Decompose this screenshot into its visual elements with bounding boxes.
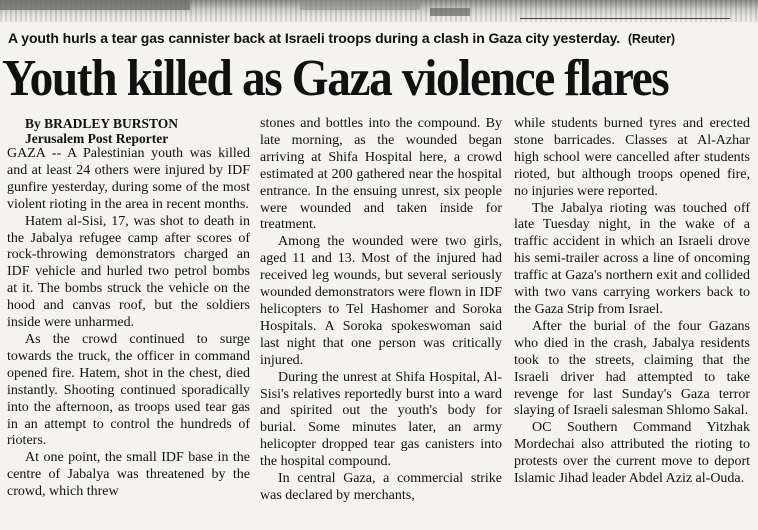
byline-role: Jerusalem Post Reporter [25,131,169,146]
headline: Youth killed as Gaza violence flares [2,50,669,107]
paragraph: At one point, the small IDF base in the centre of Jabalya was threatened by the crowd, which threw [7,450,250,500]
article-column-1 [7,116,250,501]
paragraph: After the burial of the four Gazans who died in the crash, Jabalya residents took to the streets, claiming that the Israeli driver had attempted to take revenge for last Sunday's Gaza terror slaying of Israeli salesman Shlomo Sakal. [514,318,750,419]
photo-credit: (Reuter) [627,32,675,46]
paragraph: During the unrest at Shifa Hospital, Al-Sisi's relatives reportedly burst into a ward and spirited out the youth's body for burial. Some minutes later, an army helicopter dropped tear gas canisters into the hospital compound. [260,369,502,470]
paragraph: OC Southern Command Yitzhak Mordechai also attributed the rioting to protests over the current move to deport Islamic Jihad leader Abdel Aziz al-Ouda. [514,420,750,487]
byline-author: By BRADLEY BURSTON [25,116,179,131]
paragraph: GAZA -- A Palestinian youth was killed and at least 24 others were injured by IDF gunfire yesterday, during some of the most violent rioting in the area in recent months. [7,146,250,212]
paragraph: The Jabalya rioting was touched off late Tuesday night, in the wake of a traffic accident in which an Israeli drove his semi-trailer across a line of oncoming traffic at Gaza's northern exit and collided with two vans carrying workers back to the Gaza Strip from Israel. [514,200,750,317]
paragraph: stones and bottles into the compound. By late morning, as the wounded began arriving at Shifa Hospital here, a crowd estimated at 200 gathered near the hospital entrance. In the ensuing unrest, six people were wounded and taken inside for treatment. [260,116,502,233]
paragraph: Hatem al-Sisi, 17, was shot to death in the Jabalya refugee camp after scores of rock-throwing demonstrators charged an IDF vehicle and hurled two petrol bombs at it. The bombs struck the vehicle on the hood and canvas roof, but the soldiers inside were unharmed. [7,213,250,331]
article-column-3 [514,116,750,488]
paragraph: Among the wounded were two girls, aged 11 and 13. Most of the injured had received leg wounds, but several seriously wounded demonstrators were flown in IDF helicopters to Tel Hashomer and Soroka Hospitals. A Soroka spokeswoman said last night that one person was critically injured. [260,234,502,368]
caption-text: A youth hurls a tear gas cannister back at Israeli troops during a clash in Gaza city yesterday. [8,30,621,46]
photo-caption [8,30,753,46]
news-photo [0,0,758,22]
paragraph: In central Gaza, a commercial strike was declared by merchants, [260,471,502,503]
article-column-2 [260,116,502,505]
paragraph: As the crowd continued to surge towards the truck, the officer in command opened fire. Hatem, shot in the chest, died instantly. Shooting continued sporadically into the afternoon, as troops used tear gas in an attempt to control the hundreds of rioters. [7,331,250,449]
byline [7,116,250,146]
paragraph: while students burned tyres and erected stone barricades. Classes at Al-Azhar high school were cancelled after students rioted, but although troops opened fire, no injuries were reported. [514,116,750,199]
